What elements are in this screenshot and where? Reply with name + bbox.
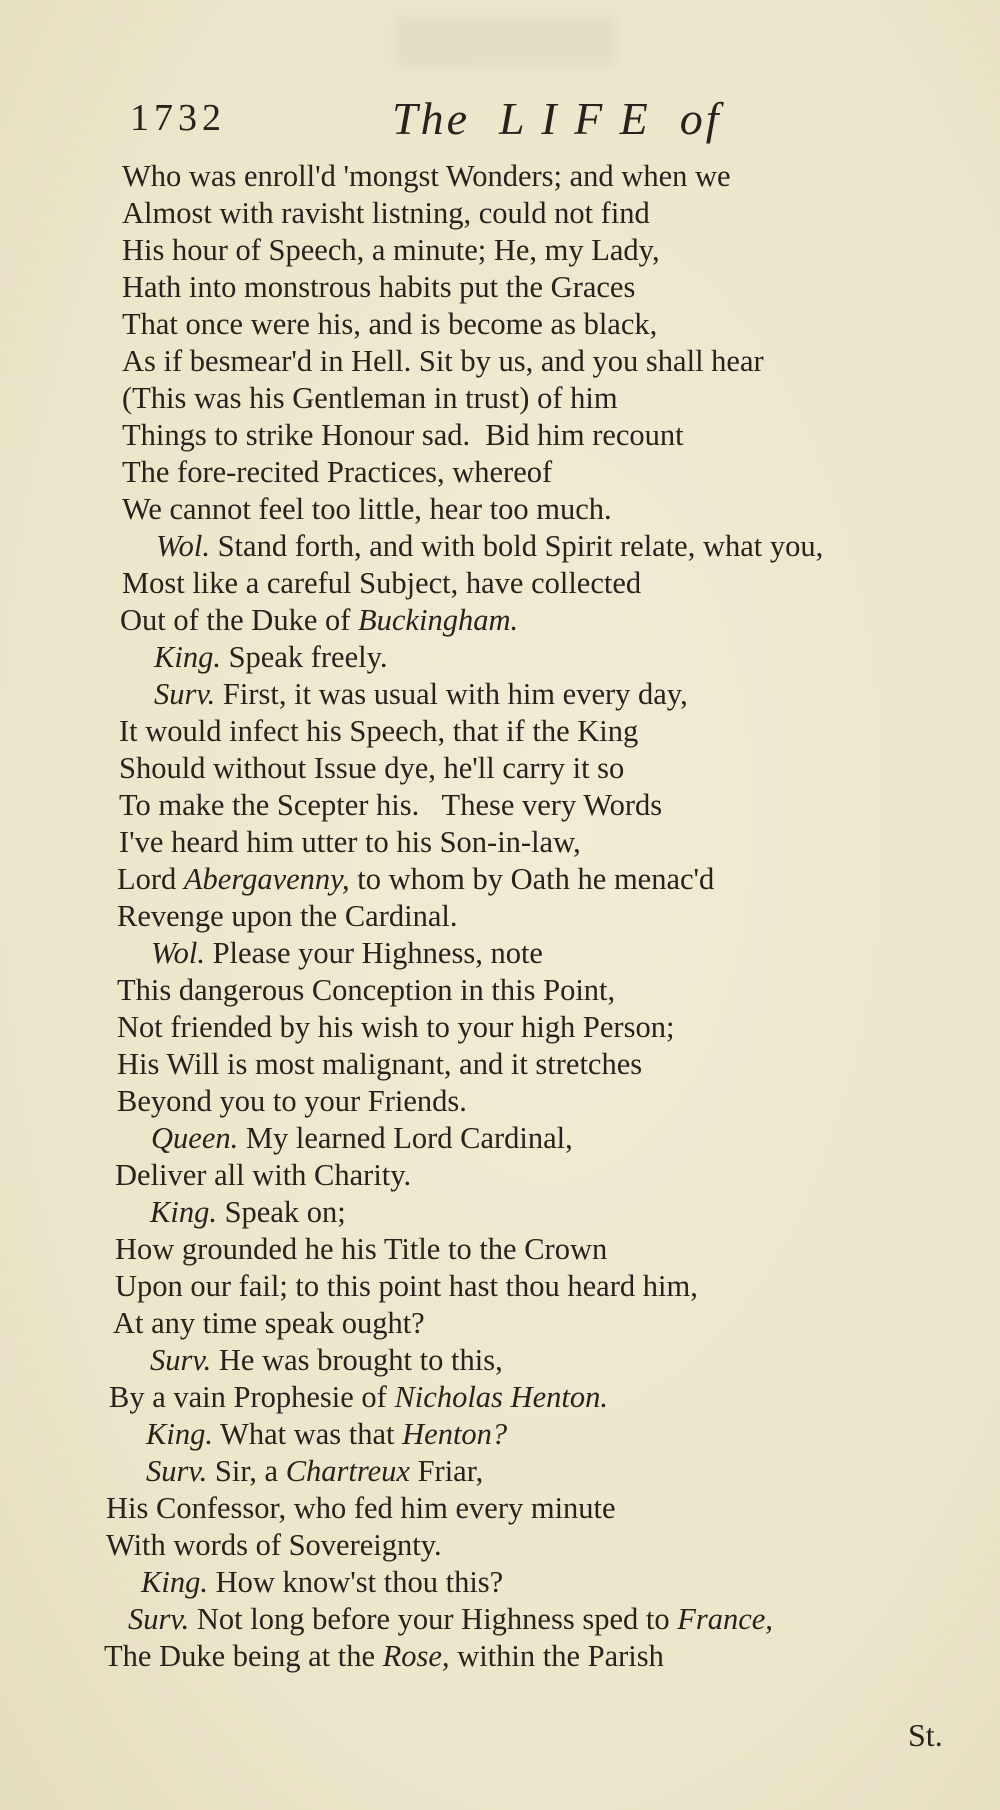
text-line <box>141 1564 503 1600</box>
text-span: Hath into monstrous habits put the Graces <box>122 270 636 304</box>
text-span: That once were his, and is become as black, <box>122 307 658 341</box>
text-line <box>122 158 731 194</box>
text-line <box>117 1009 674 1045</box>
text-span: His Will is most malignant, and it stretches <box>117 1047 643 1081</box>
text-span: Should without Issue dye, he'll carry it so <box>119 751 625 785</box>
text-span: Not friended by his wish to your high Person; <box>117 1010 675 1044</box>
text-span: The fore-recited Practices, whereof <box>122 455 553 489</box>
italic-span: Queen. <box>151 1121 239 1155</box>
italic-span: King. <box>146 1417 213 1451</box>
text-span: With words of Sovereignty. <box>106 1528 442 1562</box>
text-span: Who was enroll'd 'mongst Wonders; and when we <box>122 159 731 193</box>
text-line <box>115 1157 411 1193</box>
text-line <box>128 1601 773 1637</box>
text-line <box>104 1638 664 1674</box>
text-line <box>106 1490 616 1526</box>
text-line <box>115 1268 698 1304</box>
text-span: By a vain Prophesie of <box>109 1380 395 1414</box>
text-line <box>122 343 764 379</box>
italic-span: Wol. <box>156 529 210 563</box>
text-span: Friar, <box>409 1454 484 1488</box>
text-span: His Confessor, who fed him every minute <box>106 1491 616 1525</box>
text-span: Speak on; <box>216 1195 346 1229</box>
text-line <box>117 972 615 1008</box>
text-line <box>120 602 518 638</box>
text-line <box>122 232 660 268</box>
text-line <box>122 565 641 601</box>
text-line <box>117 1046 642 1082</box>
text-line <box>156 528 823 564</box>
italic-span: Buckingham. <box>358 603 519 637</box>
text-line <box>154 676 688 712</box>
page-number: 1732 <box>130 97 226 139</box>
text-span: How know'st thou this? <box>207 1565 504 1599</box>
italic-span: Abergavenny, <box>183 862 350 896</box>
text-span: The Duke being at the <box>104 1639 383 1673</box>
text-span: Revenge upon the Cardinal. <box>117 899 458 933</box>
text-span: within the Parish <box>449 1639 664 1673</box>
text-span: Sir, a <box>207 1454 286 1488</box>
text-line <box>122 269 635 305</box>
text-span: His hour of Speech, a minute; He, my Lady, <box>122 233 660 267</box>
text-line <box>115 1231 607 1267</box>
text-line <box>109 1379 608 1415</box>
text-line <box>150 1342 503 1378</box>
text-line <box>150 1194 346 1230</box>
text-line <box>151 935 543 971</box>
text-span: He was brought to this, <box>211 1343 503 1377</box>
text-line <box>119 713 638 749</box>
text-span: Lord <box>117 862 184 896</box>
text-span: Almost with ravisht listning, could not find <box>122 196 650 230</box>
italic-span: France, <box>677 1602 773 1636</box>
text-line <box>122 491 612 527</box>
text-span: Deliver all with Charity. <box>115 1158 412 1192</box>
text-line <box>122 306 657 342</box>
text-span: I've heard him utter to his Son-in-law, <box>119 825 581 859</box>
text-span: My learned Lord Cardinal, <box>238 1121 573 1155</box>
text-line <box>122 380 618 416</box>
text-line <box>106 1527 442 1563</box>
text-span: First, it was usual with him every day, <box>215 677 688 711</box>
text-span: This dangerous Conception in this Point, <box>117 973 616 1007</box>
text-line <box>117 898 458 934</box>
text-span: Not long before your Highness sped to <box>189 1602 678 1636</box>
text-span: Most like a careful Subject, have collected <box>122 566 642 600</box>
text-line <box>146 1453 483 1489</box>
running-title: The L I F E of <box>392 93 722 144</box>
italic-span: King. <box>141 1565 208 1599</box>
text-span: We cannot feel too little, hear too much. <box>122 492 612 526</box>
text-line <box>146 1416 507 1452</box>
italic-span: Nicholas Henton. <box>394 1380 608 1414</box>
italic-span: King. <box>154 640 221 674</box>
text-span: To make the Scepter his. These very Words <box>119 788 663 822</box>
text-span: What was that <box>212 1417 403 1451</box>
text-span: At any time speak ought? <box>113 1306 425 1340</box>
italic-span: Surv. <box>146 1454 208 1488</box>
text-span: to whom by Oath he menac'd <box>349 862 715 896</box>
italic-span: Surv. <box>154 677 216 711</box>
text-span: Things to strike Honour sad. Bid him recount <box>122 418 684 452</box>
text-span: As if besmear'd in Hell. Sit by us, and you shall hear <box>122 344 764 378</box>
text-line <box>119 750 624 786</box>
italic-span: Wol. <box>151 936 205 970</box>
text-line <box>154 639 388 675</box>
text-span: It would infect his Speech, that if the King <box>119 714 639 748</box>
italic-span: Rose, <box>382 1639 450 1673</box>
text-line <box>113 1305 425 1341</box>
text-span: Stand forth, and with bold Spirit relate, what you, <box>209 529 824 563</box>
text-line <box>122 195 650 231</box>
text-span: Upon our fail; to this point hast thou heard him, <box>115 1269 698 1303</box>
catchword: St. <box>908 1717 943 1753</box>
text-span: Speak freely. <box>220 640 388 674</box>
italic-span: Henton? <box>402 1417 508 1451</box>
italic-span: King. <box>150 1195 217 1229</box>
text-line <box>119 824 581 860</box>
text-line <box>122 417 684 453</box>
text-span: Out of the Duke of <box>120 603 359 637</box>
text-span: How grounded he his Title to the Crown <box>115 1232 608 1266</box>
italic-span: Surv. <box>128 1602 190 1636</box>
text-span: Please your Highness, note <box>204 936 543 970</box>
text-line <box>151 1120 573 1156</box>
text-line <box>122 454 552 490</box>
text-span: (This was his Gentleman in trust) of him <box>122 381 618 415</box>
text-line <box>117 1083 467 1119</box>
text-line <box>117 861 714 897</box>
italic-span: Chartreux <box>285 1454 410 1488</box>
text-line <box>119 787 662 823</box>
italic-span: Surv. <box>150 1343 212 1377</box>
text-span: Beyond you to your Friends. <box>117 1084 467 1118</box>
